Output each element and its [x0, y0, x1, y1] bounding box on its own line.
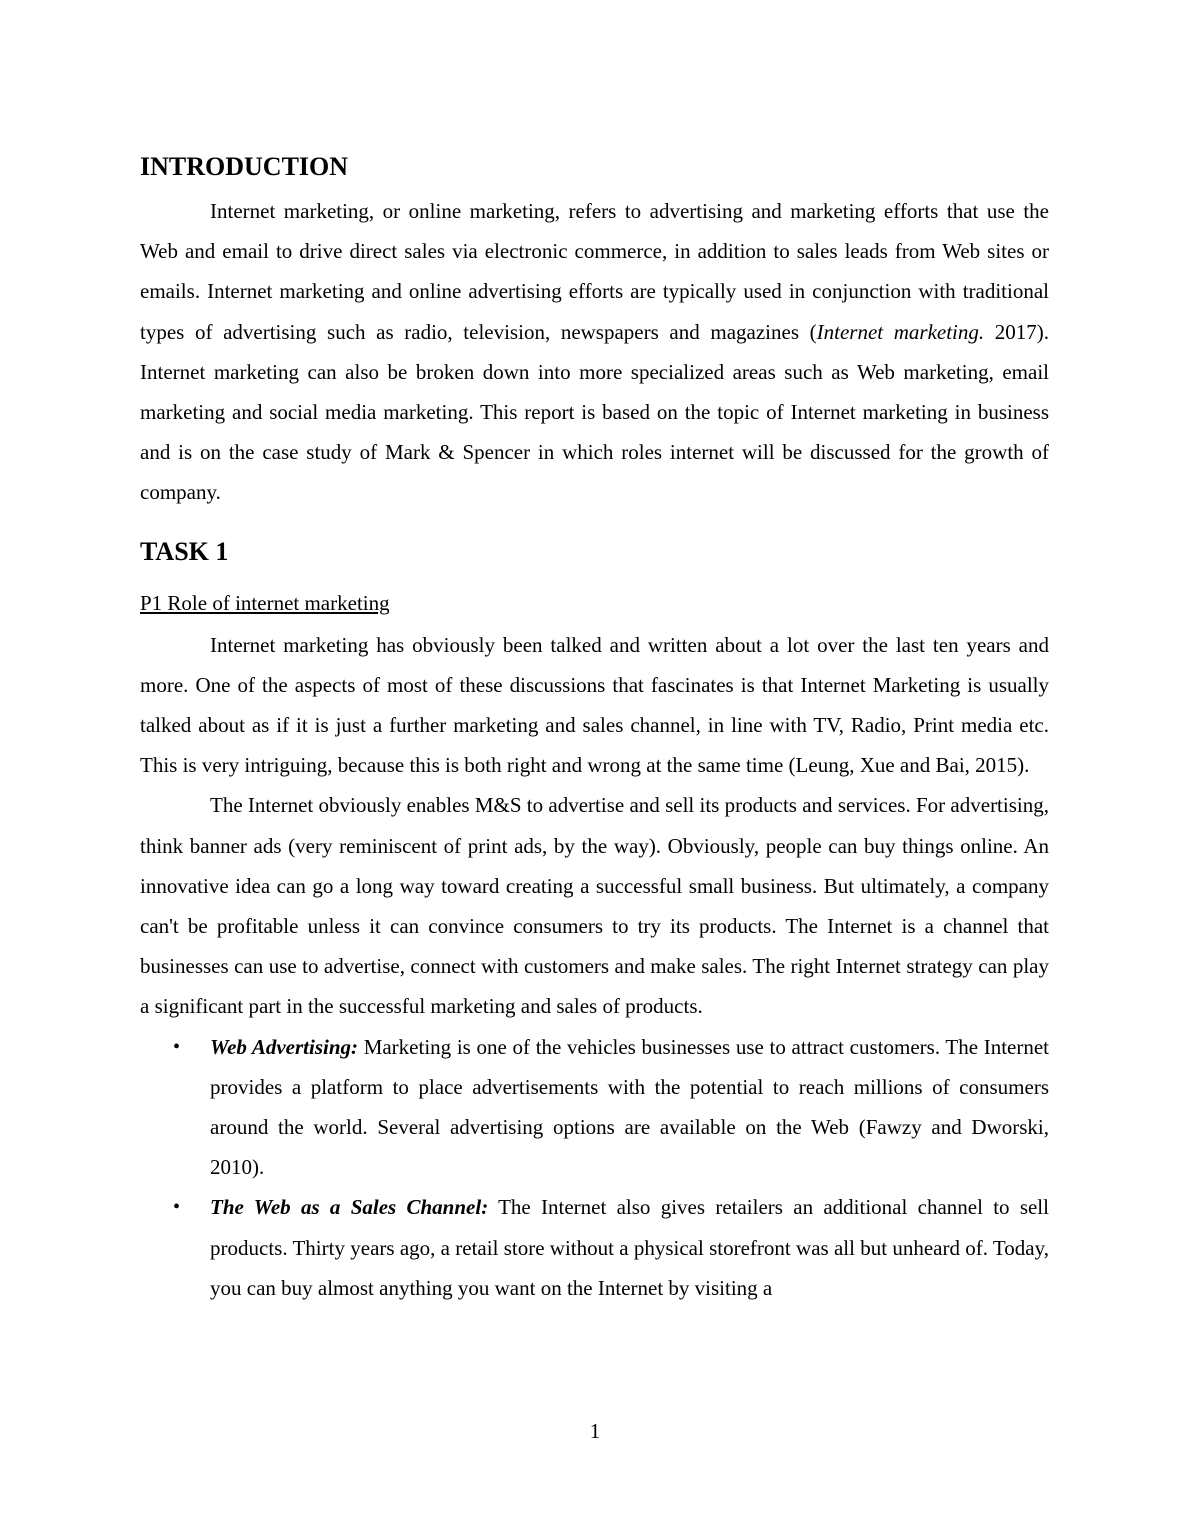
p1-subheading: P1 Role of internet marketing — [140, 590, 390, 615]
bullet-term: Web Advertising: — [210, 1034, 359, 1059]
page-content — [140, 147, 1049, 1308]
task1-heading: TASK 1 — [140, 536, 229, 566]
citation-italic: Internet marketing. — [816, 319, 985, 344]
introduction-heading: INTRODUCTION — [140, 152, 349, 181]
bullet-text: The Internet also gives retailers an additional channel to sell products. Thirty years ago, a retail store without a physical storefront was all but unheard of. Today, you can buy almost anything you want on the Internet by visiting a — [210, 1195, 1049, 1300]
bullet-web-advertising — [140, 1027, 1049, 1188]
task1-paragraph-2: The Internet obviously enables M&S to advertise and sell its products and services. For advertising, think banner ads (very reminiscent of print ads, by the way). Obviously, people can buy things online. An innovative idea can go a long way toward creating a successful small business. But ultimately, a company can't be profitable unless it can convince consumers to try its products. The Internet is a channel that businesses can use to advertise, connect with customers and make sales. The right Internet strategy can play a significant part in the successful marketing and sales of products. — [140, 793, 1049, 1019]
bullet-icon: • — [173, 1035, 181, 1058]
bullet-term: The Web as a Sales Channel: — [210, 1195, 489, 1220]
bullet-text: Marketing is one of the vehicles businesses use to attract customers. The Internet provides a platform to place advertisements with the potential to reach millions of consumers around the world. Several advertising options are available on the Web (Fawzy and Dworski, 2010). — [210, 1034, 1049, 1180]
role-bullet-list — [140, 1027, 1049, 1308]
introduction-text-end: 2017). Internet marketing can also be broken down into more specialized areas such as Web marketing, email marketing and social media marketing. This report is based on the topic of Internet marketing in business and is on the case study of Mark & Spencer in which roles internet will be discussed for the growth of company. — [140, 319, 1050, 505]
introduction-text-start: Internet marketing, or online marketing, refers to advertising and marketing efforts that use the Web and email to drive direct sales via electronic commerce, in addition to sales leads from Web sites or emails. Internet marketing and online advertising efforts are typically used in conjunction with traditional types of advertising such as radio, television, newspapers and magazines ( — [140, 199, 1049, 344]
bullet-icon: • — [173, 1196, 181, 1219]
bullet-sales-channel — [140, 1187, 1049, 1308]
page-number: 1 — [589, 1419, 601, 1443]
task1-paragraph-1: Internet marketing has obviously been talked and written about a lot over the last ten years and more. One of the aspects of most of these discussions that fascinates is that Internet Marketing is usually talked about as if it is just a further marketing and sales channel, in line with TV, Radio, Print media etc. This is very intriguing, because this is both right and wrong at the same time (Leung, Xue and Bai, 2015). — [140, 632, 1049, 778]
introduction-paragraph — [140, 191, 1049, 513]
